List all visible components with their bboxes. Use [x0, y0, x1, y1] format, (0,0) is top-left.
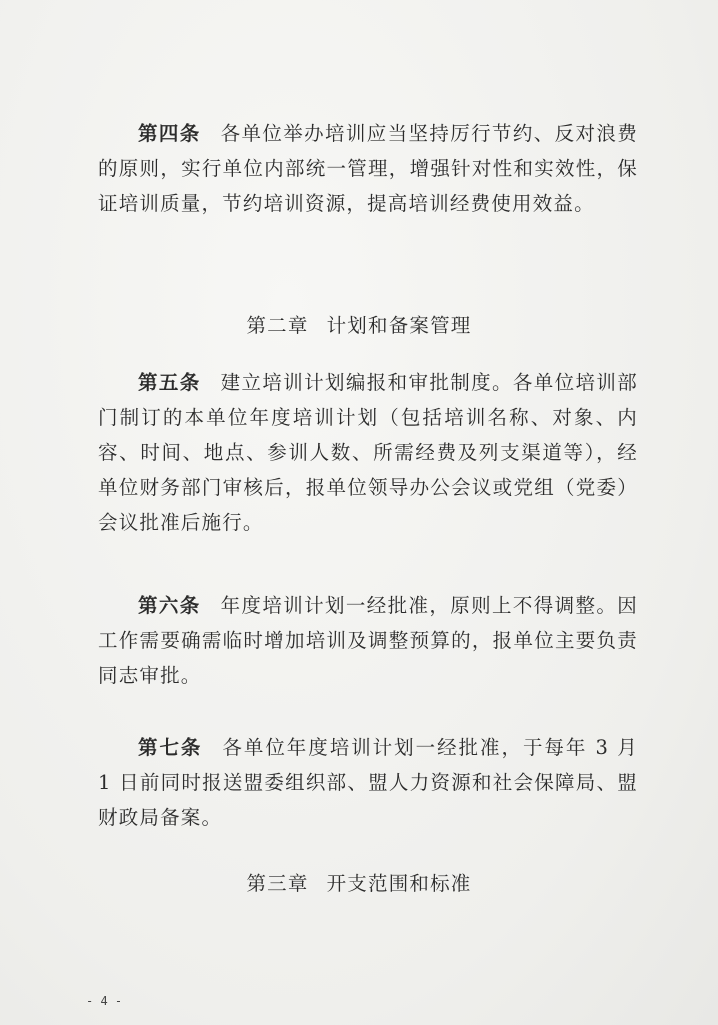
page-number: - 4 -	[86, 994, 123, 1008]
chapter-title: 计划和备案管理	[326, 314, 472, 337]
chapter-heading-3	[0, 868, 718, 896]
chapter-number: 第三章	[246, 872, 309, 895]
article-label: 第七条	[138, 736, 203, 759]
article-7	[98, 730, 638, 835]
article-6	[98, 588, 638, 693]
article-label: 第五条	[138, 371, 201, 394]
article-text: 各单位举办培训应当坚持厉行节约、反对浪费的原则，实行单位内部统一管理，增强针对性和实效性，保证培训质量，节约培训资源，提高培训经费使用效益。	[98, 122, 638, 215]
chapter-title: 开支范围和标准	[326, 872, 472, 895]
article-text: 年度培训计划一经批准，原则上不得调整。因工作需要确需临时增加培训及调整预算的，报单位主要负责同志审批。	[98, 594, 638, 687]
article-label: 第六条	[138, 594, 201, 617]
chapter-number: 第二章	[246, 314, 309, 337]
article-4	[98, 116, 638, 221]
article-5	[98, 365, 638, 540]
article-label: 第四条	[138, 122, 201, 145]
article-text: 建立培训计划编报和审批制度。各单位培训部门制订的本单位年度培训计划（包括培训名称、对象、内容、时间、地点、参训人数、所需经费及列支渠道等），经单位财务部门审核后，报单位领导办公会议或党组（党委）会议批准后施行。	[98, 371, 638, 534]
chapter-heading-2	[0, 310, 718, 338]
article-text: 各单位年度培训计划一经批准，于每年 3 月 1 日前同时报送盟委组织部、盟人力资源和社会保障局、盟财政局备案。	[98, 736, 638, 829]
